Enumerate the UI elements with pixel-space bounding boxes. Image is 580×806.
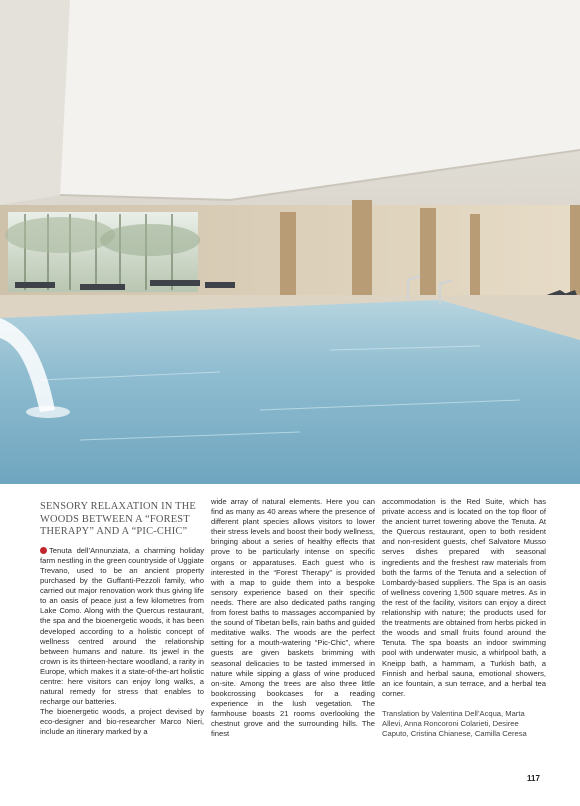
paragraph-intro: [40, 546, 204, 708]
article-column-2: [211, 497, 375, 739]
red-dot-icon: [40, 547, 47, 554]
page-number: 117: [527, 774, 540, 783]
paragraph-spa: accommodation is the Red Suite, which has private access and is located on the top floor of the ancient turret towering above the Tenuta. At the Quercus restaurant, open to both resident and non-resident guests, chef Salvatore Musso serves dishes prepared with seasonal ingredients and the freshest raw materials from both the farms of the Tenuta and a selection of Lombardy-based suppliers. The Spa is an oasis of wellness covering 1,500 square metres. As in the rest of the facility, visitors can enjoy a direct relationship with nature; the products used for the treatments are obtained from herbs picked in the woods and small fruits found around the Tenuta. The spa boasts an indoor swimming pool with underwater music, a whirlpool bath, a Kneipp bath, a hammam, a Turkish bath, a Finnish and herbal sauna, emotional showers, an ice fountain, a sun terrace, and a herbal tea corner.: [382, 497, 546, 698]
paragraph-forest-therapy: wide array of natural elements. Here you can find as many as 40 areas where the presence of different plant species allows visitors to lower their stress levels and boost their body wellness, bringing about a series of healthy effects that prove to be particularly intense on specific organs or apparatuses. Each guest who is interested in the “Forest Therapy” is provided with a map to guide them into a bespoke sensory experience based on their specific needs. There are also dedicated paths ranging from forest baths to massages accompanied by the sound of Tibetan bells, rain baths and guided meditative walks. The woods are the perfect setting for a mouth-watering “Pic-Chic”, where guests are given baskets brimming with seasonal delicacies to be tasted immersed in nature while sipping a glass of wine produced on-site. Among the trees are also three little bookcrossing bookcases for a reading experience in the lush vegetation. The farmhouse boasts 21 rooms overlooking the chestnut grove and the surrounding hills. The finest: [211, 497, 375, 739]
paragraph-woods: The bioenergetic woods, a project devised by eco-designer and bio-researcher Marco Nieri, include an itinerary marked by a: [40, 707, 204, 737]
paragraph-intro-text: Tenuta dell’Annunziata, a charming holiday farm nestling in the green countryside of Uggiate Trevano, used to be an ancient property purchased by the Guffanti-Pezzoli family, who carried out major renovation work thus giving life to an oasis of peace just a few kilometres from Lake Como. Along with the Quercus restaurant, the spa and the bioenergetic woods, it has been developed according to a holistic concept of wellness centred around the relationship between humans and nature. Its jewel in the crown is its thirteen-hectare woodland, a rarity in Europe, which makes it a state-of-the-art holistic centre: here visitors can enjoy long walks, a natural remedy for stress that enables to recharge our batteries.: [40, 545, 204, 707]
article-column-1: [40, 497, 204, 738]
article-headline: SENSORY RELAXATION IN THE WOODS BETWEEN A “FOREST THERAPY” AND A “PIC-CHIC”: [40, 501, 196, 538]
article-column-3: [382, 497, 546, 739]
translation-credits: Translation by Valentina Dell’Acqua, Marta Allevi, Anna Roncoroni Colarieti, Desiree Caputo, Cristina Chianese, Camilla Ceresa: [382, 708, 527, 739]
